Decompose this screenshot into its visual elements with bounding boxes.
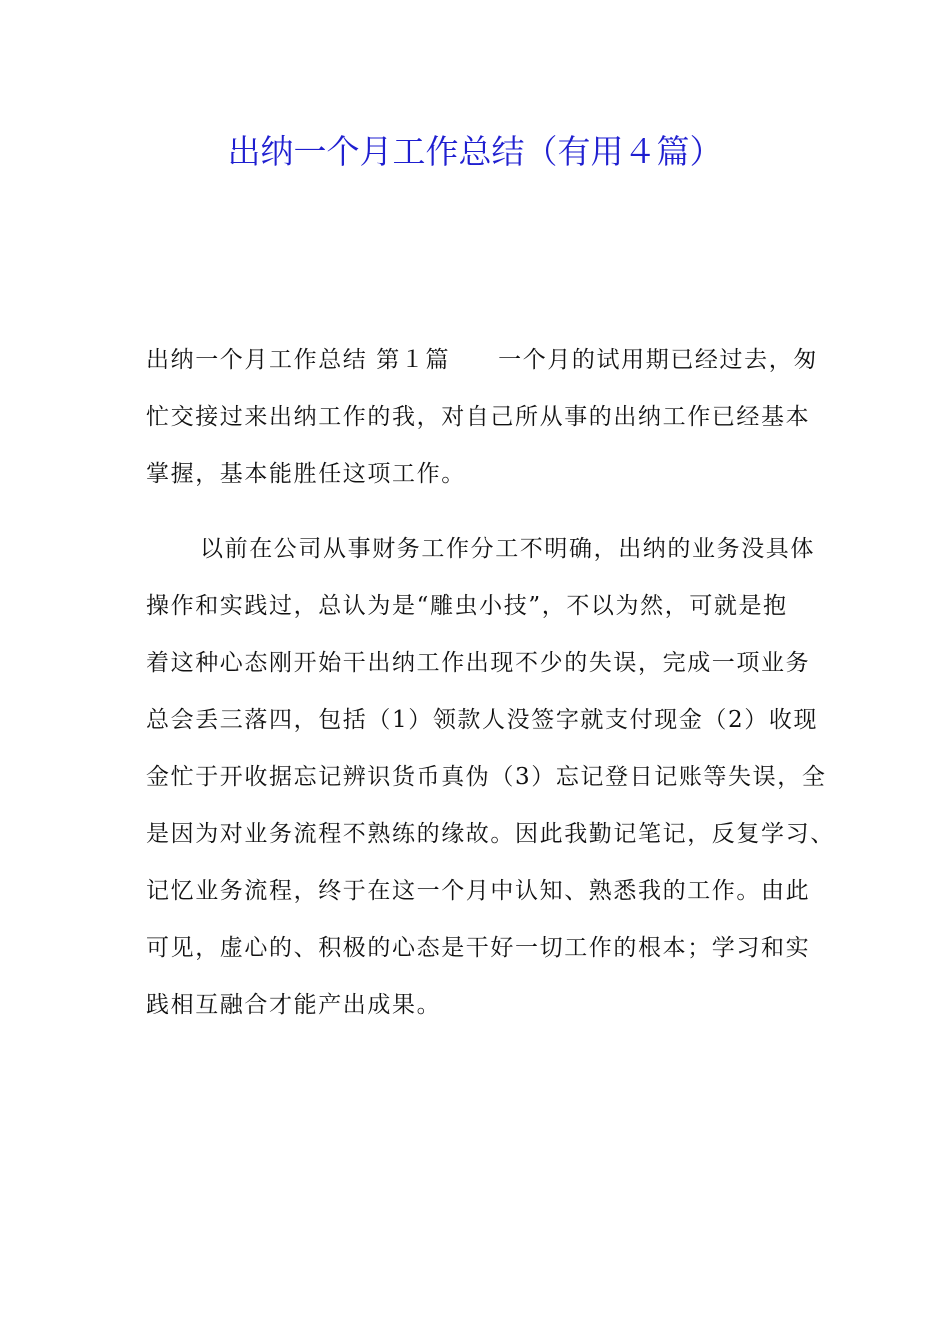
- paragraph-line: 操作和实践过，总认为是“雕虫小技”，不以为然，可就是抱: [146, 593, 788, 619]
- document-title: 出纳一个月工作总结（有用４篇）: [227, 132, 723, 171]
- document-body: [146, 332, 835, 1034]
- section-heading: 出纳一个月工作总结 第１篇: [146, 347, 451, 373]
- paragraph-line: 着这种心态刚开始干出纳工作出现不少的失误，完成一项业务: [146, 650, 811, 676]
- paragraph-line: 可见，虚心的、积极的心态是干好一切工作的根本；学习和实: [146, 935, 811, 961]
- paragraph-line: [146, 332, 818, 389]
- paragraph-text: 一个月的试用期已经过去，匆: [498, 347, 818, 373]
- paragraph-line: 总会丢三落四，包括（1）领款人没签字就支付现金（2）收现: [146, 707, 819, 733]
- paragraph-line: 忙交接过来出纳工作的我，对自己所从事的出纳工作已经基本: [146, 404, 811, 430]
- paragraph-line: 是因为对业务流程不熟练的缘故。因此我勤记笔记，反复学习、: [146, 821, 835, 847]
- paragraph-line: 金忙于开收据忘记辨识货币真伪（3）忘记登日记账等失误，全: [146, 764, 827, 790]
- paragraph-line: 以前在公司从事财务工作分工不明确，出纳的业务没具体: [200, 536, 815, 562]
- paragraph-line: 掌握，基本能胜任这项工作。: [146, 461, 466, 487]
- paragraph-spacer: [146, 503, 818, 521]
- paragraph-line: 践相互融合才能产出成果。: [146, 992, 442, 1018]
- paragraph-line: 记忆业务流程，终于在这一个月中认知、熟悉我的工作。由此: [146, 878, 811, 904]
